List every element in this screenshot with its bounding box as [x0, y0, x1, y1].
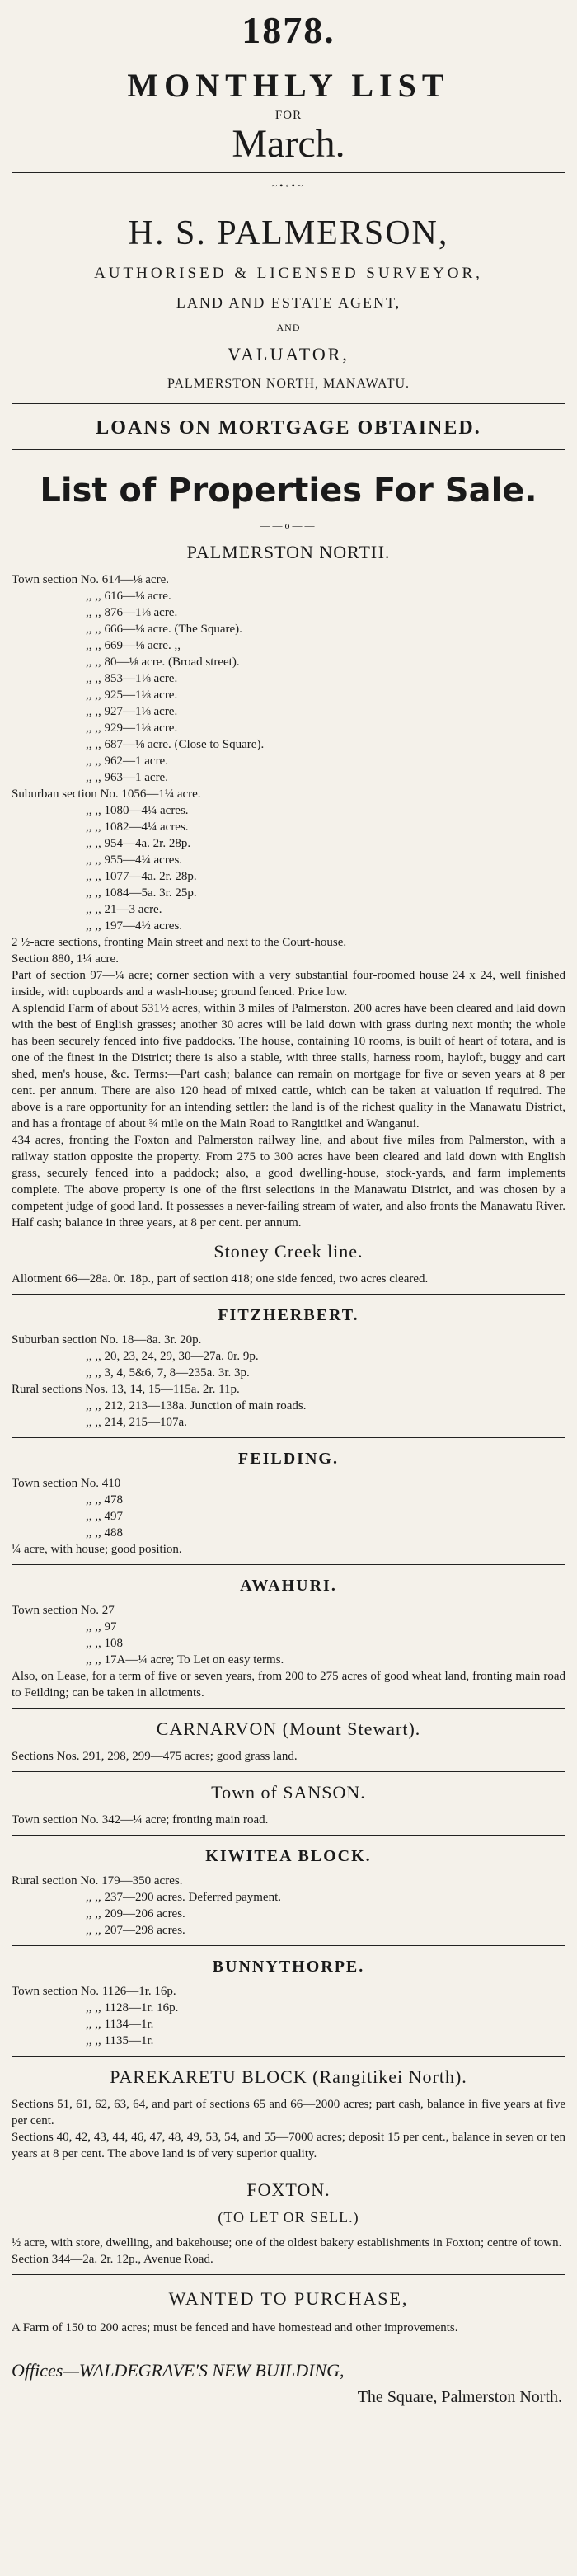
listing-paragraph: Section 880, 1¼ acre.: [12, 952, 119, 966]
divider: [12, 449, 565, 450]
agent-title-surveyor: AUTHORISED & LICENSED SURVEYOR,: [94, 265, 483, 283]
section-heading-fitzherbert: FITZHERBERT.: [218, 1306, 359, 1325]
list-item: Town section No. 410: [12, 1477, 121, 1491]
list-item: ,, ,, 954—4a. 2r. 28p.: [86, 837, 191, 851]
foxton-subheading: (TO LET OR SELL.): [218, 2209, 359, 2226]
listing-paragraph: 2 ½-acre sections, fronting Main street and next to the Court-house.: [12, 936, 347, 950]
listing-paragraph: Sections Nos. 291, 298, 299—475 acres; good grass land.: [12, 1750, 298, 1764]
list-item: ,, ,, 197—4½ acres.: [86, 919, 183, 933]
divider: [12, 1945, 565, 1946]
list-item: ¼ acre, with house; good position.: [12, 1543, 182, 1557]
agent-location: PALMERSTON NORTH, MANAWATU.: [167, 377, 410, 392]
agent-name: H. S. PALMERSON,: [128, 214, 449, 253]
list-item: ,, ,, 108: [86, 1637, 123, 1651]
awahuri-list: [12, 1602, 565, 1668]
section-heading-sanson: Town of SANSON.: [211, 1782, 366, 1803]
divider: [12, 1564, 565, 1565]
divider: [12, 1771, 565, 1772]
listing-paragraph: 434 acres, fronting the Foxton and Palmerston railway line, and about five miles from Palmerston, with a railway station opposite the property. From 275 to 300 acres have been cleared and laid down with English grass, securely fenced into a paddock; also, a good dwelling-house, stock-yards, and farm implements complete. The above property is one of the first selections in the Manawatu District, and was chosen by a competent judge of good land. It possesses a never-failing stream of water, and also fronts the Manawatu River. Half cash; balance in three years, at 8 per cent. per annum.: [12, 1134, 565, 1230]
listing-paragraph: ½ acre, with store, dwelling, and bakehouse; one of the oldest bakery establishments in Foxton; centre of town.: [12, 2236, 562, 2250]
list-item: ,, ,, 963—1 acre.: [86, 771, 168, 785]
bunnythorpe-list: [12, 1983, 565, 2049]
listing-paragraph: A Farm of 150 to 200 acres; must be fenced and have homestead and other improvements.: [12, 2321, 458, 2335]
ornament: ——o——: [260, 519, 317, 532]
list-item: ,, ,, 616—⅛ acre.: [86, 590, 171, 604]
and-label: AND: [276, 322, 301, 334]
list-item: ,, ,, 1134—1r.: [86, 2018, 154, 2032]
divider: [12, 2056, 565, 2057]
listing-paragraph: Allotment 66—28a. 0r. 18p., part of section 418; one side fenced, two acres cleared.: [12, 1272, 429, 1286]
list-item: ,, ,, 955—4¼ acres.: [86, 853, 183, 867]
list-item: ,, ,, 497: [86, 1510, 123, 1524]
agent-title-valuator: VALUATOR,: [228, 344, 349, 365]
divider: [12, 403, 565, 404]
divider: [12, 1708, 565, 1709]
listing-paragraph: Town section No. 342—¼ acre; fronting main road.: [12, 1813, 269, 1827]
list-item: ,, ,, 97: [86, 1620, 117, 1634]
divider: [12, 1294, 565, 1295]
list-item: ,, ,, 237—290 acres. Deferred payment.: [86, 1891, 281, 1905]
listing-paragraph: Section 344—2a. 2r. 12p., Avenue Road.: [12, 2253, 213, 2267]
list-item: Rural section No. 179—350 acres.: [12, 1874, 183, 1888]
list-item: ,, ,, 1077—4a. 2r. 28p.: [86, 870, 197, 884]
list-item: ,, ,, 488: [86, 1526, 123, 1540]
list-item: Suburban section No. 1056—1¼ acre.: [12, 787, 201, 801]
list-item: ,, ,, 212, 213—138a. Junction of main roads.: [86, 1399, 307, 1413]
listing-paragraph: A splendid Farm of about 531½ acres, within 3 miles of Palmerston. 200 acres have been cleared and laid down with the best of English grasses; another 30 acres will be laid down with grass during next month; the whole has been securely fenced into five paddocks. The house, containing 10 rooms, is built of heart of totara, and is one of the finest in the District; there is also a stable, with three stalls, harness room, hayloft, buggy and cart shed, men's house, &c. Terms:—Part cash; balance can remain on mortgage for five or seven years at 8 per cent. per annum. There are also 120 head of mixed cattle, which can be taken at valuation if required. The above is a rare opportunity for an intending settler: the land is of the richest quality in the Manawatu District, and has a frontage of about ¾ mile on the Main Road to Rangitikei and Wanganui.: [12, 1002, 565, 1131]
divider: [12, 172, 565, 173]
list-item: ,, ,, 669—⅛ acre. ,,: [86, 639, 181, 653]
list-item: ,, ,, 207—298 acres.: [86, 1924, 185, 1938]
list-item: Town section No. 27: [12, 1604, 115, 1618]
section-heading-kiwitea: KIWITEA BLOCK.: [205, 1847, 372, 1866]
section-heading-stoney-creek: Stoney Creek line.: [213, 1241, 364, 1262]
divider: [12, 1437, 565, 1438]
year-heading: 1878.: [242, 9, 335, 51]
list-item: ,, ,, 1135—1r.: [86, 2034, 154, 2048]
month-heading: March.: [232, 121, 345, 166]
list-item: ,, ,, 1084—5a. 3r. 25p.: [86, 886, 197, 900]
list-title: List of Properties For Sale.: [40, 472, 537, 510]
list-item: Suburban section No. 18—8a. 3r. 20p.: [12, 1333, 202, 1347]
listing-paragraph: Part of section 97—¼ acre; corner section with a very substantial four-roomed house 24 x 24, well finished inside, with cupboards and a wash-house; ground fenced. Price low.: [12, 969, 565, 999]
monthly-list-title: MONTHLY LIST: [127, 66, 450, 104]
list-item: ,, ,, 853—1⅛ acre.: [86, 672, 178, 686]
section-heading-palmerston: PALMERSTON NORTH.: [186, 542, 391, 563]
agent-title-land: LAND AND ESTATE AGENT,: [176, 294, 401, 312]
section-heading-parekaretu: PAREKARETU BLOCK (Rangitikei North).: [110, 2066, 467, 2088]
list-item: ,, ,, 1128—1r. 16p.: [86, 2001, 179, 2015]
list-item: ,, ,, 3, 4, 5&6, 7, 8—235a. 3r. 3p.: [86, 1366, 250, 1380]
list-item: ,, ,, 927—1⅛ acre.: [86, 705, 178, 719]
listing-paragraph: Sections 40, 42, 43, 44, 46, 47, 48, 49, 53, 54, and 55—7000 acres; deposit 15 per cent., balance in seven or ten years at 8 per cent. The above land is of very superior quality.: [12, 2131, 565, 2161]
fitzherbert-list: [12, 1332, 565, 1431]
palmerston-suburban-list: [12, 786, 565, 934]
section-heading-carnarvon: CARNARVON (Mount Stewart).: [156, 1718, 421, 1740]
listing-paragraph: Also, on Lease, for a term of five or seven years, from 200 to 275 acres of good wheat land, fronting main road to Feilding; can be taken in allotments.: [12, 1670, 565, 1700]
kiwitea-list: [12, 1873, 565, 1939]
loans-banner: LOANS ON MORTGAGE OBTAINED.: [96, 417, 481, 440]
list-item: ,, ,, 666—⅛ acre. (The Square).: [86, 623, 242, 637]
list-item: ,, ,, 962—1 acre.: [86, 754, 168, 769]
list-item: ,, ,, 876—1⅛ acre.: [86, 606, 178, 620]
palmerston-town-list: [12, 571, 565, 786]
list-item: ,, ,, 80—⅛ acre. (Broad street).: [86, 656, 240, 670]
list-item: Town section No. 614—⅛ acre.: [12, 573, 169, 587]
offices-line: Offices—WALDEGRAVE'S NEW BUILDING,: [12, 2360, 345, 2381]
list-item: Rural sections Nos. 13, 14, 15—115a. 2r. 11p.: [12, 1383, 240, 1397]
list-item: ,, ,, 17A—¼ acre; To Let on easy terms.: [86, 1653, 284, 1667]
listing-paragraph: Sections 51, 61, 62, 63, 64, and part of sections 65 and 66—2000 acres; part cash, balance in five years at five per cent.: [12, 2098, 565, 2128]
section-heading-bunnythorpe: BUNNYTHORPE.: [212, 1958, 365, 1977]
feilding-list: [12, 1475, 565, 1558]
list-item: ,, ,, 925—1⅛ acre.: [86, 689, 178, 703]
list-item: Town section No. 1126—1r. 16p.: [12, 1985, 176, 1999]
list-item: ,, ,, 1082—4¼ acres.: [86, 820, 189, 834]
list-item: ,, ,, 478: [86, 1493, 123, 1507]
list-item: ,, ,, 929—1⅛ acre.: [86, 722, 178, 736]
wanted-heading: WANTED TO PURCHASE,: [168, 2288, 409, 2310]
divider: [12, 1835, 565, 1836]
divider: [12, 2274, 565, 2275]
ornament: ~•◦•~: [271, 180, 306, 192]
list-item: ,, ,, 687—⅛ acre. (Close to Square).: [86, 738, 265, 752]
address-line: The Square, Palmerston North.: [357, 2388, 562, 2407]
list-item: ,, ,, 1080—4¼ acres.: [86, 804, 189, 818]
section-heading-awahuri: AWAHURI.: [240, 1577, 337, 1596]
section-heading-foxton: FOXTON.: [246, 2179, 331, 2201]
list-item: ,, ,, 21—3 acre.: [86, 903, 162, 917]
list-item: ,, ,, 20, 23, 24, 29, 30—27a. 0r. 9p.: [86, 1350, 259, 1364]
list-item: ,, ,, 209—206 acres.: [86, 1907, 185, 1921]
list-item: ,, ,, 214, 215—107a.: [86, 1416, 187, 1430]
section-heading-feilding: FEILDING.: [238, 1450, 339, 1469]
for-label: FOR: [274, 108, 303, 122]
